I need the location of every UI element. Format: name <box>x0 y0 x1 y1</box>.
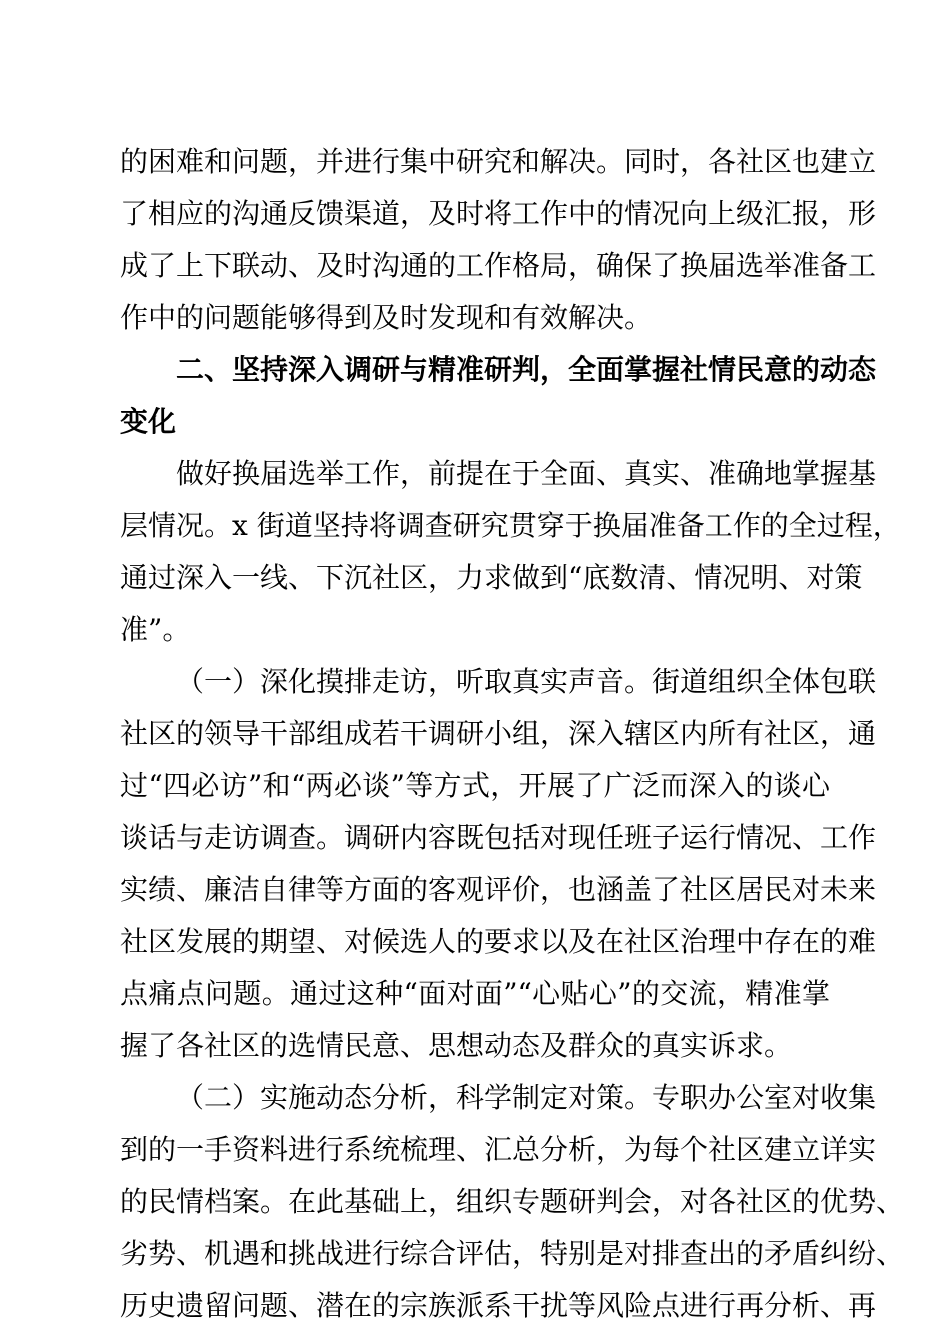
body-line-2: 了相应的沟通反馈渠道，及时将工作中的情况向上级汇报，形 <box>120 197 877 230</box>
body-line-16: 社区发展的期望、对候选人的要求以及在社区治理中存在的难 <box>120 925 877 958</box>
body-line-21: 的民情档案。在此基础上，组织专题研判会，对各社区的优势、 <box>120 1185 905 1218</box>
body-line-20: 到的一手资料进行系统梳理、汇总分析，为每个社区建立详实 <box>120 1133 877 1166</box>
section-heading-line-2: 变化 <box>120 405 177 438</box>
body-line-22: 劣势、机遇和挑战进行综合评估，特别是对排查出的矛盾纠纷、 <box>120 1237 905 1270</box>
body-line-7: 做好换届选举工作，前提在于全面、真实、准确地掌握基 <box>176 457 877 490</box>
section-heading-line-1: 二、坚持深入调研与精准研判，全面掌握社情民意的动态 <box>176 353 877 386</box>
body-line-13: 过“四必访”和“两必谈”等方式，开展了广泛而深入的谈心 <box>120 769 830 802</box>
body-line-17: 点痛点问题。通过这种“面对面”“心贴心”的交流，精准掌 <box>120 977 830 1010</box>
body-line-14: 谈话与走访调查。调研内容既包括对现任班子运行情况、工作 <box>120 821 877 854</box>
body-line-4: 作中的问题能够得到及时发现和有效解决。 <box>120 301 653 334</box>
body-line-9: 通过深入一线、下沉社区，力求做到“底数清、情况明、对策 <box>120 561 863 594</box>
body-line-8: 层情况。x 街道坚持将调查研究贯穿于换届准备工作的全过程， <box>120 509 901 542</box>
subsection-line-1: （一）深化摸排走访，听取真实声音。街道组织全体包联 <box>176 665 877 698</box>
body-line-3: 成了上下联动、及时沟通的工作格局，确保了换届选举准备工 <box>120 249 877 282</box>
body-line-18: 握了各社区的选情民意、思想动态及群众的真实诉求。 <box>120 1029 793 1062</box>
body-line-15: 实绩、廉洁自律等方面的客观评价，也涵盖了社区居民对未来 <box>120 873 877 906</box>
body-line-23: 历史遗留问题、潜在的宗族派系干扰等风险点进行再分析、再 <box>120 1289 877 1322</box>
body-line-10: 准”。 <box>120 613 191 646</box>
body-line-12: 社区的领导干部组成若干调研小组，深入辖区内所有社区，通 <box>120 717 877 750</box>
body-line-1: 的困难和问题，并进行集中研究和解决。同时，各社区也建立 <box>120 145 877 178</box>
subsection-line-2: （二）实施动态分析，科学制定对策。专职办公室对收集 <box>176 1081 877 1114</box>
